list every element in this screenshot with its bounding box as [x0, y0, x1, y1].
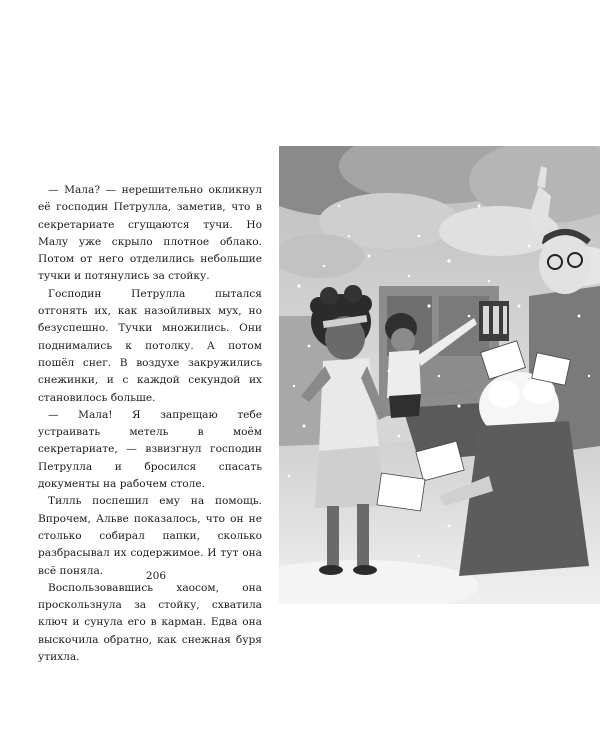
illustration-svg: [279, 146, 600, 604]
illustration: [279, 146, 600, 604]
paragraph-3: — Мала! Я запрещаю тебе устраивать метель в моём секретариате, — взвизгнул господин Петрулла и бросился спасать документы на рабочем столе.: [38, 408, 262, 491]
story-text: [38, 182, 262, 666]
paragraph-4: Тилль поспешил ему на помощь. Впрочем, Альве показалось, что он не столько собирал папки, сколько разбрасывал их содержимое. И тут она всё поняла.: [38, 495, 262, 577]
paragraph-1: — Мала? — нерешительно окликнул её господин Петрулла, заметив, что в секретариате сгущаются тучи. Но Малу уже скрыло плотное облако. Потом от него отделились небольшие тучки и потянулись за стойку.: [38, 184, 262, 283]
page-number: 206: [145, 570, 167, 582]
paragraph-2: Господин Петрулла пытался отгонять их, как назойливых мух, но безуспешно. Тучки множились. Они поднимались к потолку. А потом пошёл снег. В воздухе закружились снежинки, и с каждой секундой их становилось больше.: [38, 287, 262, 404]
paragraph-5: Воспользовавшись хаосом, она проскользнула за стойку, схватила ключ и сунула его в карман. Едва она выскочила обратно, как снежная буря утихла.: [38, 581, 262, 664]
